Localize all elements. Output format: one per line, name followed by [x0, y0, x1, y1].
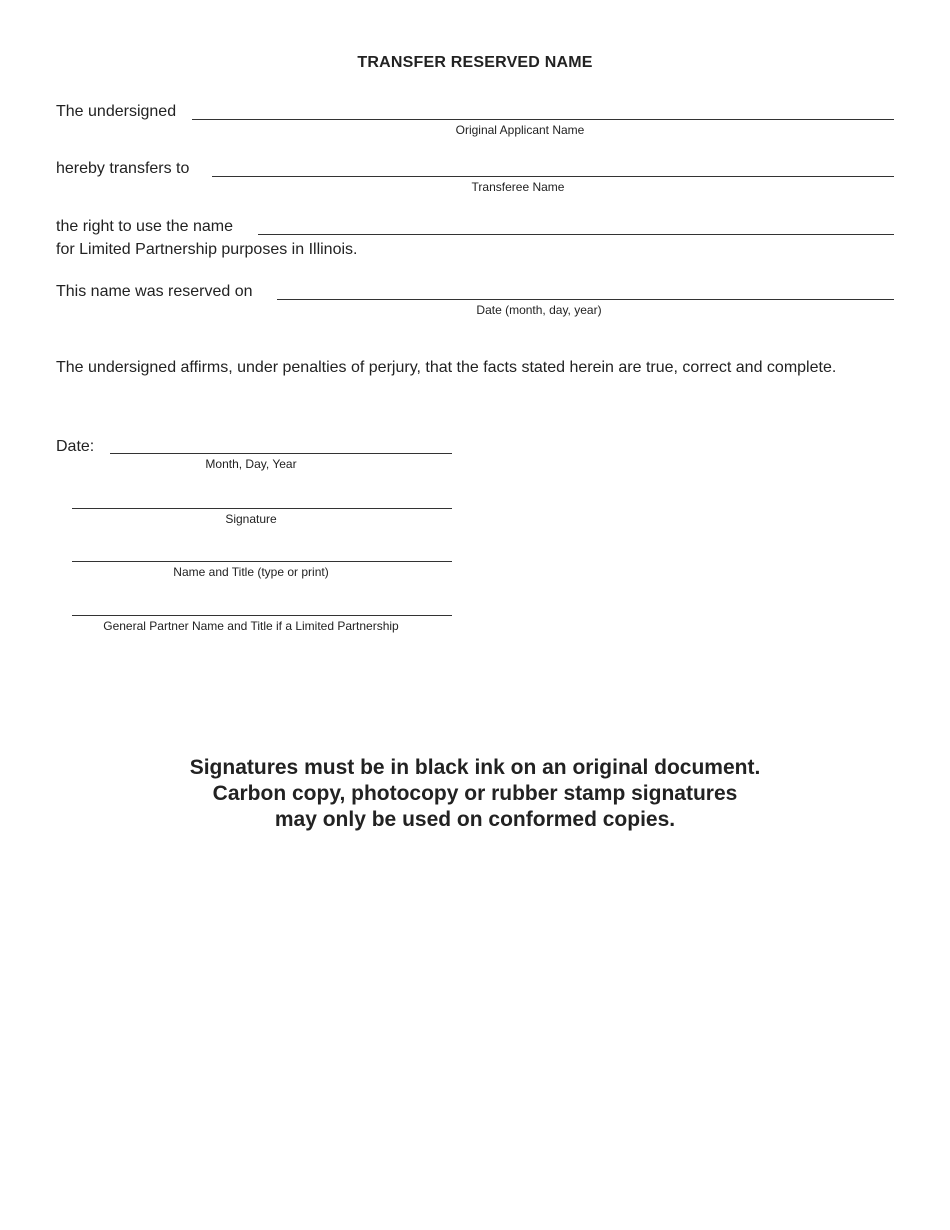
- form-title: TRANSFER RESERVED NAME: [357, 54, 593, 71]
- signature-field[interactable]: [72, 508, 452, 509]
- signature-caption: Signature: [225, 512, 277, 526]
- date-caption: Month, Day, Year: [205, 457, 297, 471]
- signature-notice: [0, 755, 950, 833]
- reserved-date-label: This name was reserved on: [56, 283, 253, 300]
- transferee-label: hereby transfers to: [56, 160, 190, 177]
- date-label: Date:: [56, 438, 95, 455]
- reserved-name-field[interactable]: [258, 234, 894, 235]
- reserved-date-caption: Date (month, day, year): [476, 303, 602, 317]
- applicant-caption: Original Applicant Name: [455, 123, 585, 137]
- transferee-name-field[interactable]: [212, 176, 894, 177]
- applicant-name-field[interactable]: [192, 119, 894, 120]
- reserved-name-label: the right to use the name: [56, 218, 233, 235]
- name-title-caption: Name and Title (type or print): [173, 565, 329, 579]
- reserved-date-field[interactable]: [277, 299, 894, 300]
- date-field[interactable]: [110, 453, 452, 454]
- affirmation-text: The undersigned affirms, under penalties of perjury, that the facts stated herein are true, correct and complete.: [56, 359, 837, 376]
- name-title-field[interactable]: [72, 561, 452, 562]
- notice-line-3: may only be used on conformed copies.: [274, 808, 676, 831]
- general-partner-field[interactable]: [72, 615, 452, 616]
- applicant-label: The undersigned: [56, 103, 177, 120]
- notice-line-1: Signatures must be in black ink on an original document.: [189, 756, 761, 779]
- transferee-caption: Transferee Name: [471, 180, 565, 194]
- general-partner-caption: General Partner Name and Title if a Limited Partnership: [103, 619, 399, 633]
- notice-line-2: Carbon copy, photocopy or rubber stamp signatures: [212, 782, 738, 805]
- purpose-text: for Limited Partnership purposes in Illinois.: [56, 241, 358, 258]
